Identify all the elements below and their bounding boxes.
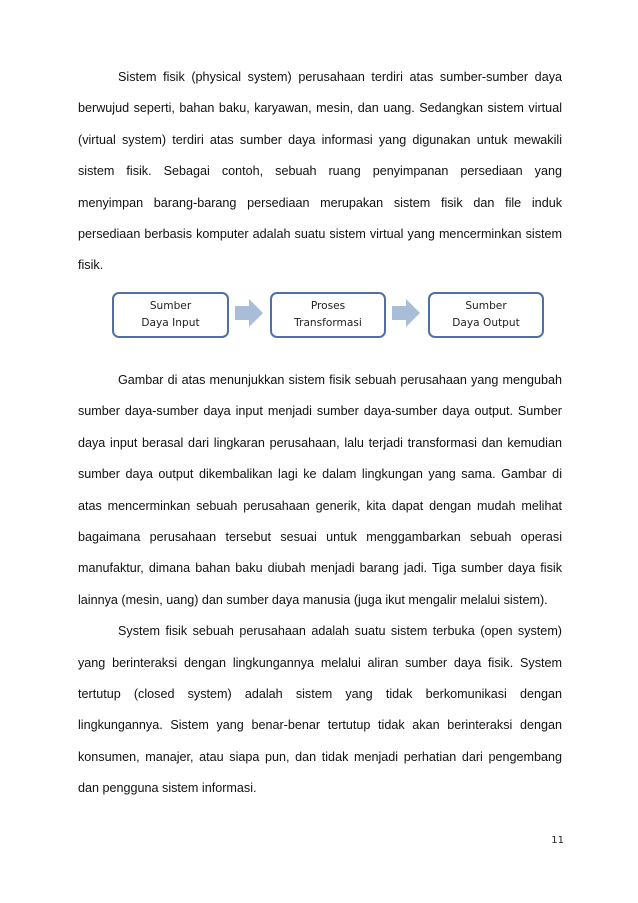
right-arrow-icon bbox=[235, 298, 263, 328]
intro-text-block bbox=[78, 62, 562, 282]
page-number: 11 bbox=[551, 835, 564, 846]
paragraph-diagram-explanation: Gambar di atas menunjukkan sistem fisik sebuah perusahaan yang mengubah sumber daya-sumber daya input menjadi sumber daya-sumber daya output. Sumber daya input berasal dari lingkaran perusahaan, lalu terjadi transformasi dan kemudian sumber daya output dikembalikan lagi ke dalam lingkungan yang sama. Gambar di atas mencerminkan sebuah perusahaan generik, kita dapat dengan mudah melihat bagaimana perusahaan tersebut sesuai untuk menggambarkan sebuah operasi manufaktur, dimana bahan baku diubah menjadi barang jadi. Tiga sumber daya fisik lainnya (mesin, uang) dan sumber daya manusia (juga ikut mengalir melalui sistem). bbox=[78, 373, 562, 607]
output-resources-box bbox=[428, 292, 544, 338]
paragraph-physical-virtual-system: Sistem fisik (physical system) perusahaan terdiri atas sumber-sumber daya berwujud seperti, bahan baku, karyawan, mesin, dan uang. Sedangkan sistem virtual (virtual system) terdiri atas sumber daya informasi yang digunakan untuk mewakili sistem fisik. Sebagai contoh, sebuah ruang penyimpanan persediaan yang menyimpan barang-barang persediaan merupakan sistem fisik dan file induk persediaan berbasis komputer adalah suatu sistem virtual yang mencerminkan sistem fisik. bbox=[78, 70, 562, 273]
output-box-line2: Daya Output bbox=[452, 317, 520, 329]
process-box-line2: Transformasi bbox=[294, 317, 362, 329]
right-arrow-icon bbox=[392, 298, 420, 328]
paragraph-open-closed-system: System fisik sebuah perusahaan adalah suatu sistem terbuka (open system) yang berinteraksi dengan lingkungannya melalui aliran sumber daya fisik. System tertutup (closed system) adalah sistem yang tidak berkomunikasi dengan lingkungannya. Sistem yang benar-benar tertutup tidak akan berinteraksi dengan konsumen, manajer, atau siapa pun, dan tidak menjadi perhatian dari pengembang dan pengguna sistem informasi. bbox=[78, 624, 562, 796]
process-box-line1: Proses bbox=[310, 300, 346, 312]
transformation-process-box bbox=[270, 292, 386, 338]
input-box-line2: Daya Input bbox=[141, 317, 200, 329]
input-resources-box bbox=[112, 292, 229, 338]
output-box-line1: Sumber bbox=[465, 300, 507, 312]
body-text-block bbox=[78, 365, 562, 805]
input-box-line1: Sumber bbox=[149, 300, 192, 312]
